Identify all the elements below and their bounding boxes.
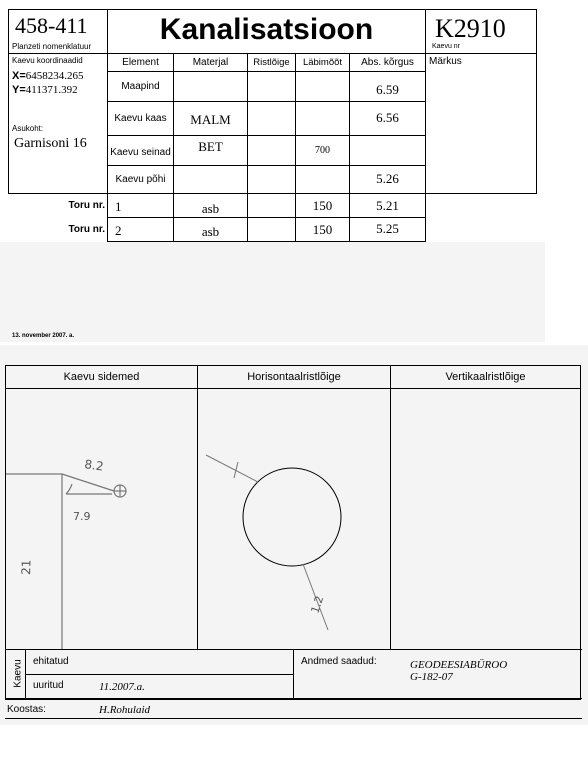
row-height: 6.59 — [376, 82, 399, 97]
source-label: Andmed saadud: — [301, 656, 377, 667]
pipe-label: Toru nr. — [68, 224, 105, 235]
pipe-diameter: 150 — [312, 198, 333, 213]
row-material: BET — [198, 139, 223, 154]
y-value: 411371.392 — [25, 84, 78, 96]
row-material: MALM — [190, 112, 231, 127]
x-value: 6458234.265 — [25, 70, 84, 82]
building-length: 21 — [19, 559, 34, 576]
header-material-text: Materjal — [192, 57, 229, 68]
footer-divider — [5, 698, 582, 699]
tie-distance-1: 8.2 — [83, 457, 105, 474]
pipe-number: 2 — [115, 223, 122, 238]
document-date: 13. november 2007. a. — [12, 333, 75, 339]
row-height: 6.56 — [376, 110, 399, 125]
footer-mid-divider — [25, 674, 294, 675]
location-label: Asukoht: — [12, 124, 44, 133]
row-element: Kaevu seinad — [110, 147, 171, 158]
pipe-height: 5.25 — [376, 221, 399, 236]
y-label: Y= — [12, 84, 26, 96]
pipe-diameter: 150 — [312, 222, 333, 237]
source-divider — [293, 650, 294, 698]
header-cross-text: Ristlõige — [253, 57, 290, 68]
page-title: Kanalisatsioon — [159, 13, 374, 46]
pipe-label-sketch: 1.2 — [308, 594, 327, 615]
author-underline — [5, 718, 582, 719]
building-outline — [6, 474, 62, 650]
coordinates-label: Kaevu koordinaadid — [12, 56, 83, 65]
kaevu-side-label: Kaevu — [12, 659, 24, 688]
source-code: G-182-07 — [410, 671, 453, 683]
col-header-3-text: Vertikaalristlõige — [445, 371, 526, 383]
x-label: X= — [12, 70, 26, 82]
author-label: Koostas: — [7, 704, 46, 715]
header-diameter-text: Läbimõõt — [302, 57, 343, 68]
pipe-number: 1 — [115, 199, 122, 214]
horizontal-section — [243, 468, 341, 566]
pipe-label: Toru nr. — [68, 200, 105, 211]
inlet-pipe — [206, 455, 258, 482]
well-number: K2910 — [435, 14, 506, 43]
header-element-text: Element — [122, 57, 159, 68]
measured-label: uuritud — [33, 680, 64, 691]
pipe-material: asb — [201, 224, 220, 239]
header-height-text: Abs. kõrgus — [361, 57, 414, 68]
pipe-height: 5.21 — [376, 198, 399, 213]
row-height: 5.26 — [376, 171, 399, 186]
row-diameter: 700 — [315, 145, 330, 156]
row-element: Maapind — [121, 81, 160, 92]
col-header-2-text: Horisontaalristlõige — [247, 371, 341, 383]
built-label: ehitatud — [33, 656, 69, 667]
col-header-1-text: Kaevu sidemed — [63, 371, 140, 383]
pipe-material: asb — [201, 201, 220, 216]
remarks-label: Märkus — [429, 56, 462, 67]
author-value: H.Rohulaid — [99, 704, 151, 716]
well-number-label: Kaevu nr — [432, 43, 461, 50]
angle-arc — [66, 484, 72, 494]
tie-distance-2: 7.9 — [73, 510, 91, 523]
planzet-number: 458-411 — [15, 13, 88, 38]
measured-value: 11.2007.a. — [99, 681, 145, 693]
source-org: GEODEESIABÜROO — [410, 659, 508, 671]
row-element: Kaevu põhi — [115, 174, 166, 185]
location-value: Garnisoni 16 — [14, 136, 87, 151]
pipes-sketch — [206, 455, 328, 630]
row-element: Kaevu kaas — [114, 113, 167, 124]
well-circle — [243, 468, 341, 566]
planzet-label: Planzeti nomenklatuur — [12, 42, 92, 51]
